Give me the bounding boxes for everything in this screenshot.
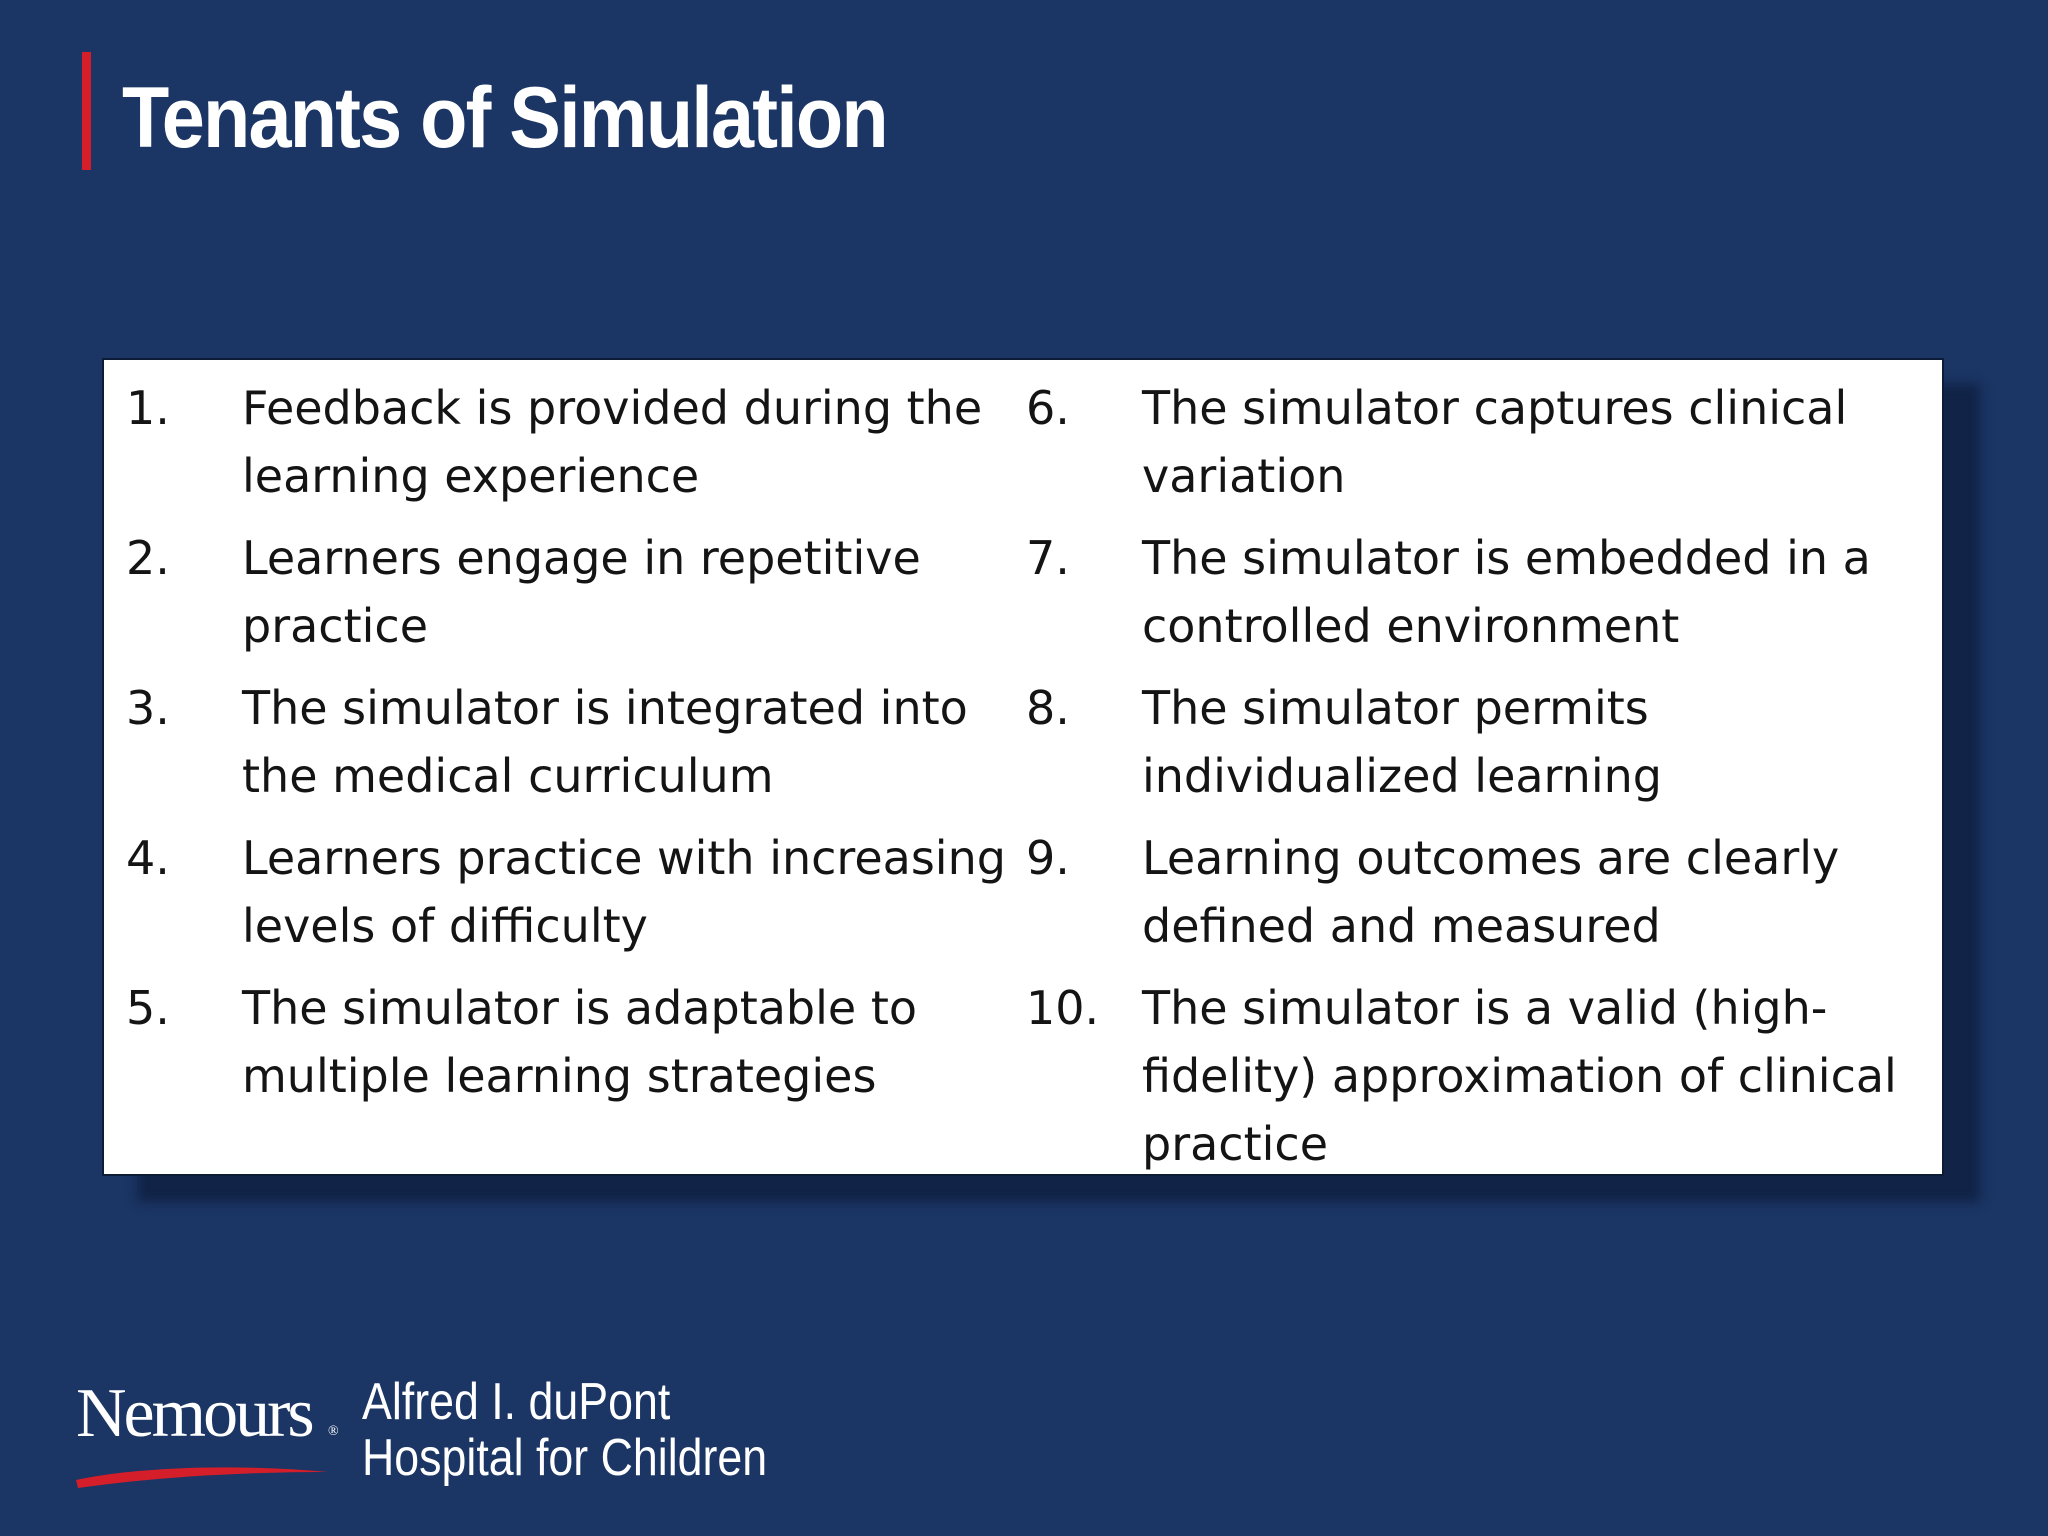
list-item xyxy=(126,374,1006,510)
item-text: The simulator captures clinical variation xyxy=(1142,381,1848,503)
item-number: 5. xyxy=(126,981,170,1035)
tenants-list-right xyxy=(1026,374,1926,1192)
list-item xyxy=(126,674,1006,810)
item-text: Learners engage in repetitive practice xyxy=(242,531,921,653)
swoosh-icon xyxy=(72,1458,332,1490)
item-number: 8. xyxy=(1026,681,1070,735)
list-item xyxy=(126,974,1006,1110)
list-item xyxy=(1026,674,1926,810)
item-text: Learning outcomes are clearly defined and measured xyxy=(1142,831,1840,953)
brand-wordmark: Nemours xyxy=(76,1375,312,1452)
item-number: 3. xyxy=(126,681,170,735)
item-text: The simulator is integrated into the medical curriculum xyxy=(242,681,968,803)
item-text: The simulator is adaptable to multiple learning strategies xyxy=(242,981,918,1103)
item-number: 7. xyxy=(1026,531,1070,585)
hospital-name xyxy=(362,1374,767,1486)
list-item xyxy=(126,824,1006,960)
list-item xyxy=(1026,524,1926,660)
list-item xyxy=(1026,374,1926,510)
item-number: 4. xyxy=(126,831,170,885)
list-item xyxy=(1026,824,1926,960)
item-number: 9. xyxy=(1026,831,1070,885)
hospital-line-2: Hospital for Children xyxy=(362,1429,768,1487)
nemours-logo xyxy=(72,1366,772,1496)
hospital-line-1: Alfred I. duPont xyxy=(362,1373,671,1431)
item-text: The simulator is embedded in a controlled environment xyxy=(1142,531,1871,653)
tenants-list-left xyxy=(126,374,1006,1124)
list-item xyxy=(1026,974,1926,1178)
item-number: 1. xyxy=(126,381,170,435)
item-text: Learners practice with increasing levels of difficulty xyxy=(242,831,1006,953)
item-text: The simulator is a valid (high-fidelity) approximation of clinical practice xyxy=(1142,981,1897,1171)
item-number: 6. xyxy=(1026,381,1070,435)
item-text: Feedback is provided during the learning experience xyxy=(242,381,983,503)
tenants-box xyxy=(102,358,1944,1176)
list-item xyxy=(126,524,1006,660)
item-text: The simulator permits individualized learning xyxy=(1142,681,1662,803)
item-number: 10. xyxy=(1026,981,1100,1035)
title-accent-bar xyxy=(82,52,91,170)
slide-title: Tenants of Simulation xyxy=(122,70,887,166)
registered-mark: ® xyxy=(328,1424,339,1439)
item-number: 2. xyxy=(126,531,170,585)
